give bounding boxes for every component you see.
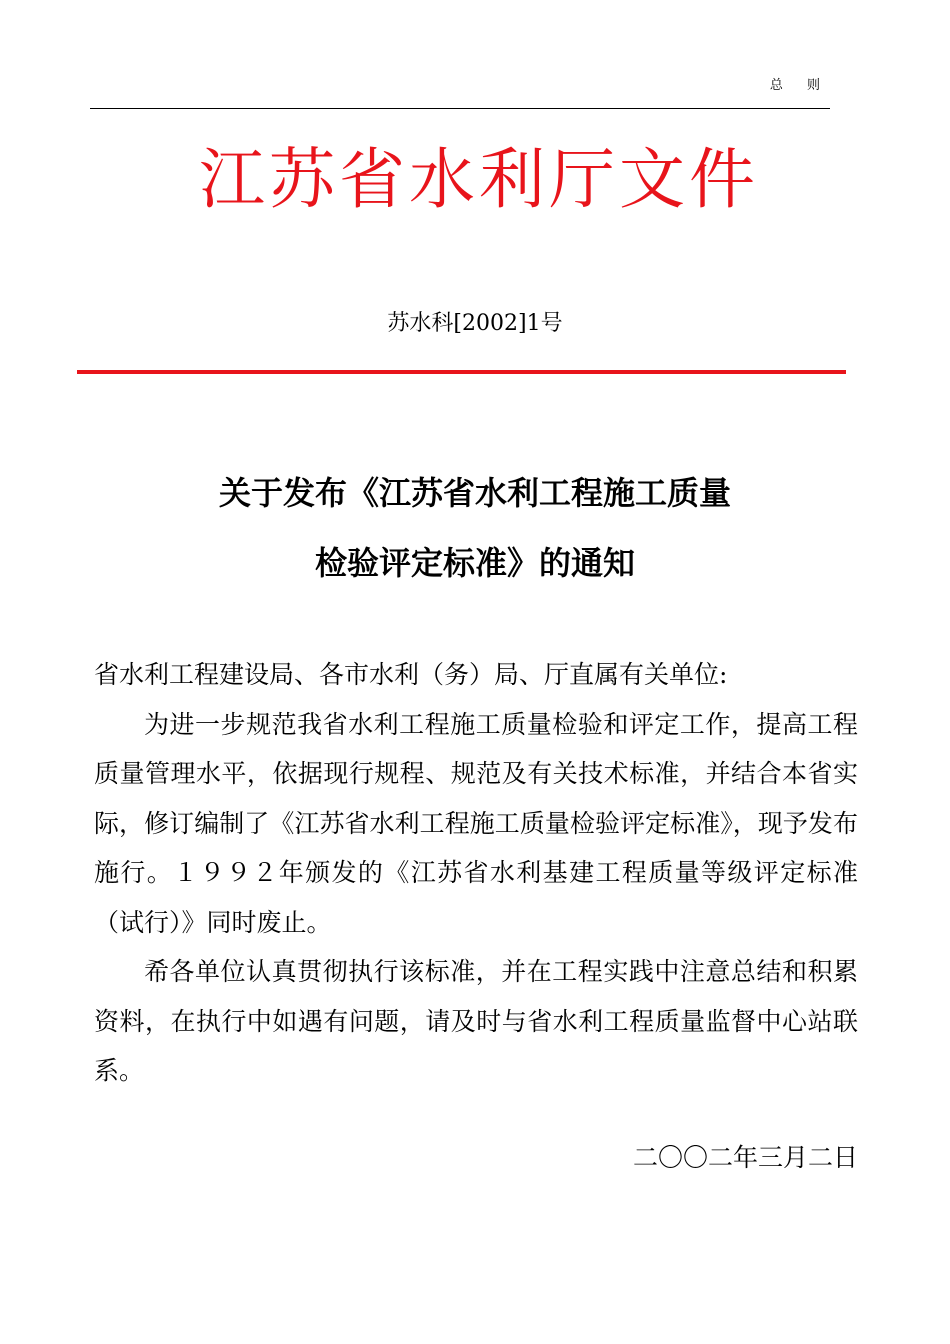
salutation: 省水利工程建设局、各市水利（务）局、厅直属有关单位: — [94, 660, 728, 689]
notice-title-line-1: 关于发布《江苏省水利工程施工质量 — [218, 474, 731, 512]
issue-date: 二〇〇二年三月二日 — [632, 1143, 858, 1172]
red-separator-rule — [77, 370, 846, 374]
issuer-name: 江苏省水利厅文件 — [199, 141, 759, 218]
body-paragraph-2: 希各单位认真贯彻执行该标准，并在工程实践中注意总结和积累资料，在执行中如遇有问题，请及时与省水利工程质量监督中心站联系。 — [94, 957, 858, 1085]
notice-title-line-2: 检验评定标准》的通知 — [314, 544, 635, 582]
running-header: 总 则 — [769, 78, 830, 93]
document-number: 苏水科[2002]1号 — [387, 311, 563, 336]
header-rule — [90, 108, 830, 109]
notice-body — [94, 650, 858, 1096]
notice-title — [0, 458, 950, 598]
body-paragraph-1: 为进一步规范我省水利工程施工质量检验和评定工作，提高工程质量管理水平，依据现行规程、规范及有关技术标准，并结合本省实际，修订编制了《江苏省水利工程施工质量检验评定标准》，现予发布施行。１９９２年颁发的《江苏省水利基建工程质量等级评定标准（试行）》同时废止。 — [94, 709, 858, 937]
